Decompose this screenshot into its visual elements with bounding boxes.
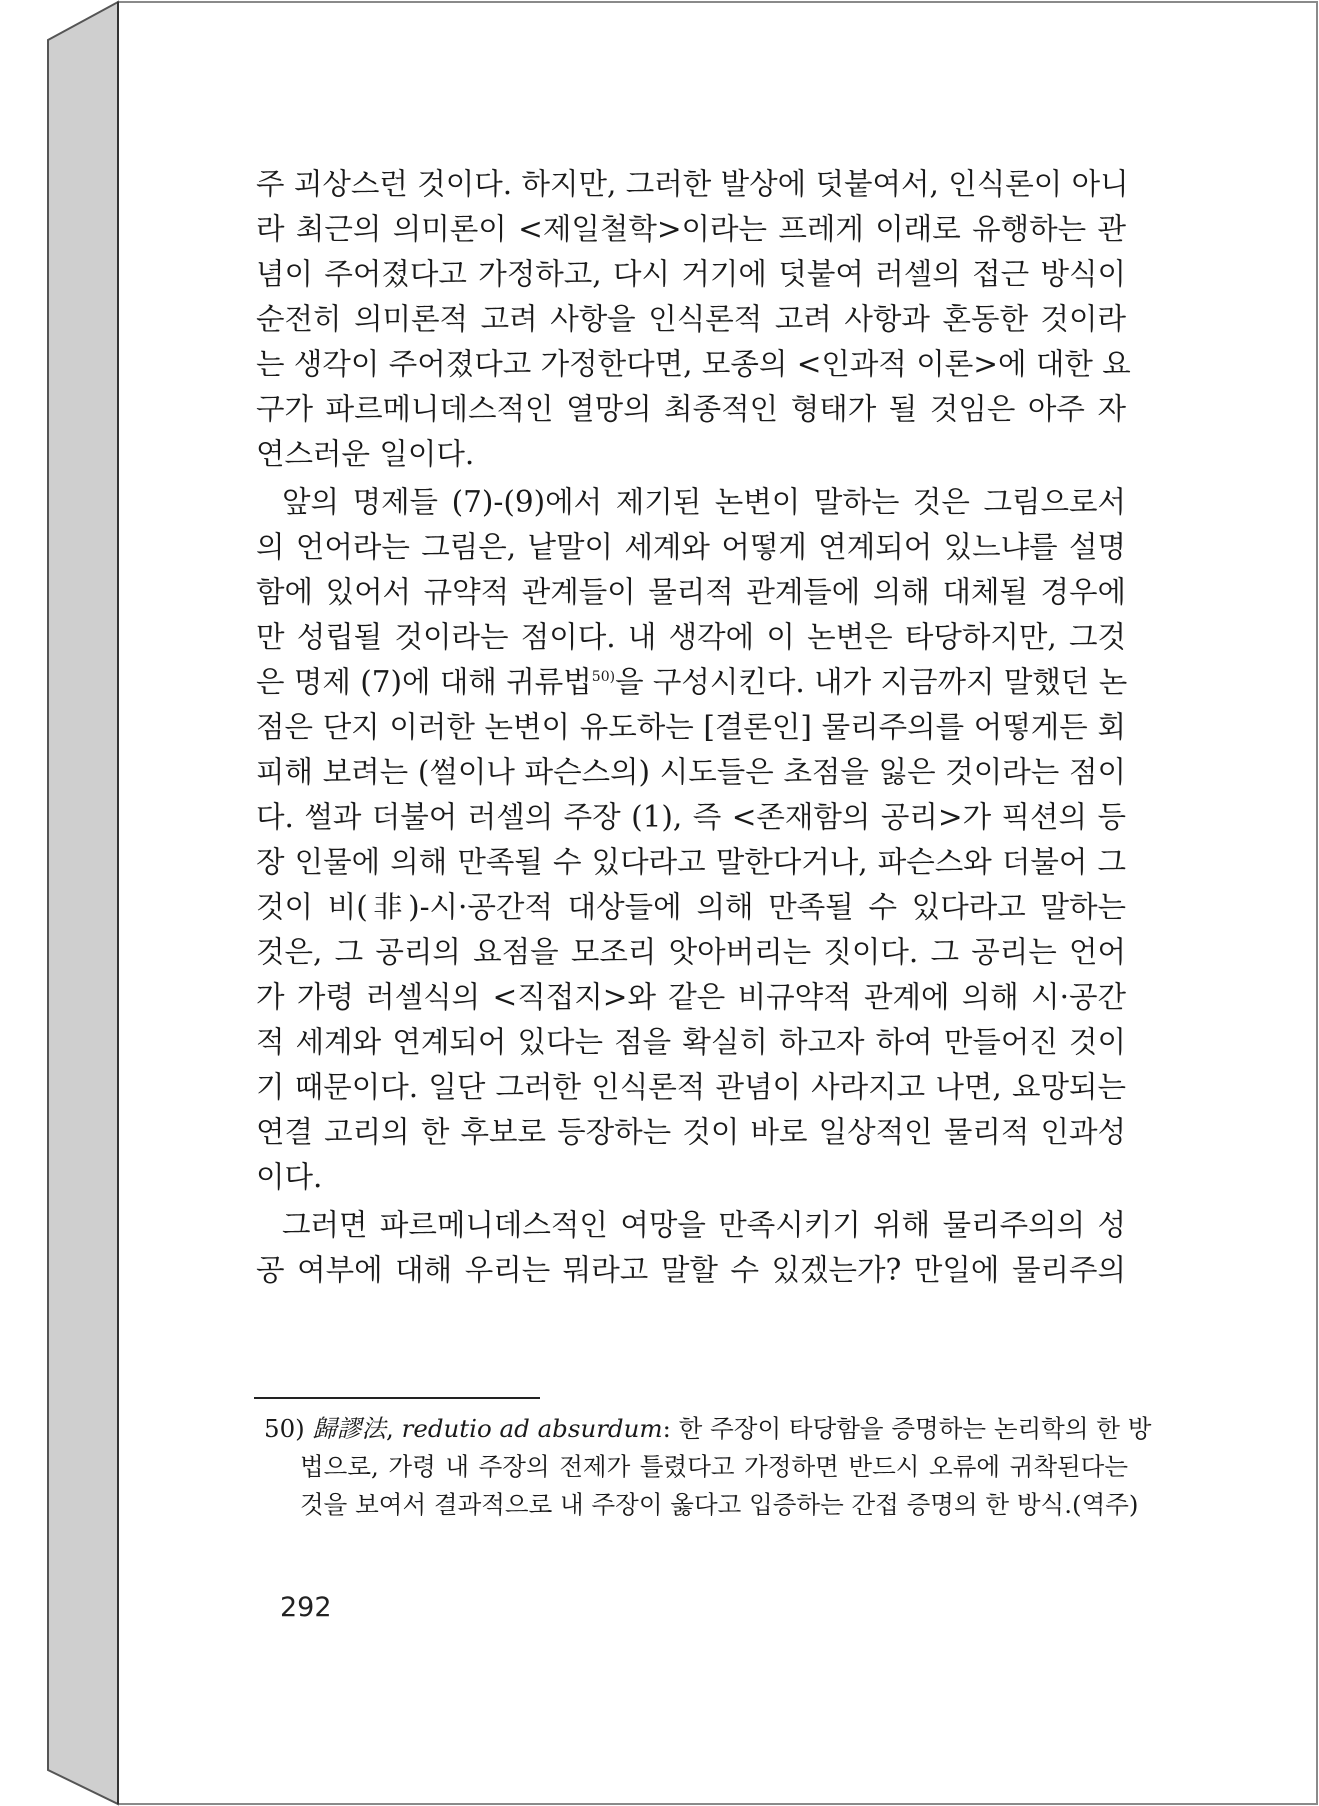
text-line: 기 때문이다. 일단 그러한 인식론적 관념이 사라지고 나면, 요망되는 [256,1070,1126,1104]
text-line: 가 가령 러셀식의 <직접지>와 같은 비규약적 관계에 의해 시·공간 [256,980,1126,1014]
footnote-text: : 한 주장이 타당함을 증명하는 논리학의 한 방 [662,1414,1152,1443]
text-line: 장 인물에 의해 만족될 수 있다라고 말한다거나, 파슨스와 더불어 그 [256,845,1126,879]
footnote-number: 50) [264,1414,305,1443]
text-line: 라 최근의 의미론이 <제일철학>이라는 프레게 이래로 유행하는 관 [256,212,1126,246]
footnote-line: 것을 보여서 결과적으로 내 주장이 옳다고 입증하는 간접 증명의 한 방식.(역주) [300,1490,1139,1519]
footnote-line: 50) 歸謬法, redutio ad absurdum: 한 주장이 타당함을 증명하는 논리학의 한 방 [264,1414,1152,1443]
text-line: 것은, 그 공리의 요점을 모조리 앗아버리는 짓이다. 그 공리는 언어 [256,935,1126,969]
footnote-reference: 50) [591,669,616,686]
paragraph-3 [256,1203,1126,1293]
footnote-latin-term: redutio ad absurdum [401,1414,663,1443]
text-line: 순전히 의미론적 고려 사항을 인식론적 고려 사항과 혼동한 것이라 [256,302,1126,336]
text-line: 념이 주어졌다고 가정하고, 다시 거기에 덧붙여 러셀의 접근 방식이 [256,257,1126,291]
page-number: 292 [280,1592,332,1623]
text-segment: 은 명제 (7)에 대해 귀류법 [256,665,592,699]
footnote-divider [254,1397,540,1399]
text-line: 피해 보려는 (썰이나 파슨스의) 시도들은 초점을 잃은 것이라는 점이 [256,755,1126,789]
footnote [264,1410,1152,1524]
text-line: 연결 고리의 한 후보로 등장하는 것이 바로 일상적인 물리적 인과성 [256,1115,1126,1149]
text-line: 구가 파르메니데스적인 열망의 최종적인 형태가 될 것임은 아주 자 [256,392,1126,426]
text-line: 는 생각이 주어졌다고 가정한다면, 모종의 <인과적 이론>에 대한 요 [256,347,1131,381]
text-line-with-footnote [256,660,1126,705]
footnote-hanja: 歸謬法 [312,1414,387,1443]
body-text [256,162,1131,1296]
text-line: 점은 단지 이러한 논변이 유도하는 [결론인] 물리주의를 어떻게든 회 [256,710,1126,744]
text-line: 그러면 파르메니데스적인 여망을 만족시키기 위해 물리주의의 성 [282,1208,1126,1242]
text-line: 적 세계와 연계되어 있다는 점을 확실히 하고자 하여 만들어진 것이 [256,1025,1126,1059]
text-line: 의 언어라는 그림은, 낱말이 세계와 어떻게 연계되어 있느냐를 설명 [256,530,1126,564]
text-line: 공 여부에 대해 우리는 뭐라고 말할 수 있겠는가? 만일에 물리주의 [256,1253,1126,1287]
book-spine [48,2,118,1804]
text-line: 함에 있어서 규약적 관계들이 물리적 관계들에 의해 대체될 경우에 [256,575,1126,609]
paragraph-1 [256,162,1131,477]
footnote-line: 법으로, 가령 내 주장의 전제가 틀렸다고 가정하면 반드시 오류에 귀착된다는 [300,1452,1128,1481]
text-line: 이다. [256,1160,323,1194]
text-line: 다. 썰과 더불어 러셀의 주장 (1), 즉 <존재함의 공리>가 픽션의 등 [256,800,1126,834]
text-line: 연스러운 일이다. [256,437,475,471]
paragraph-2 [256,480,1126,1200]
text-line: 것이 비(非)-시·공간적 대상들에 의해 만족될 수 있다라고 말하는 [256,890,1126,924]
text-line: 주 괴상스런 것이다. 하지만, 그러한 발상에 덧붙여서, 인식론이 아니 [256,167,1129,201]
text-line: 만 성립될 것이라는 점이다. 내 생각에 이 논변은 타당하지만, 그것 [256,620,1126,654]
text-segment: 을 구성시킨다. 내가 지금까지 말했던 논 [615,665,1128,699]
text-line: 앞의 명제들 (7)-(9)에서 제기된 논변이 말하는 것은 그림으로서 [282,485,1126,519]
